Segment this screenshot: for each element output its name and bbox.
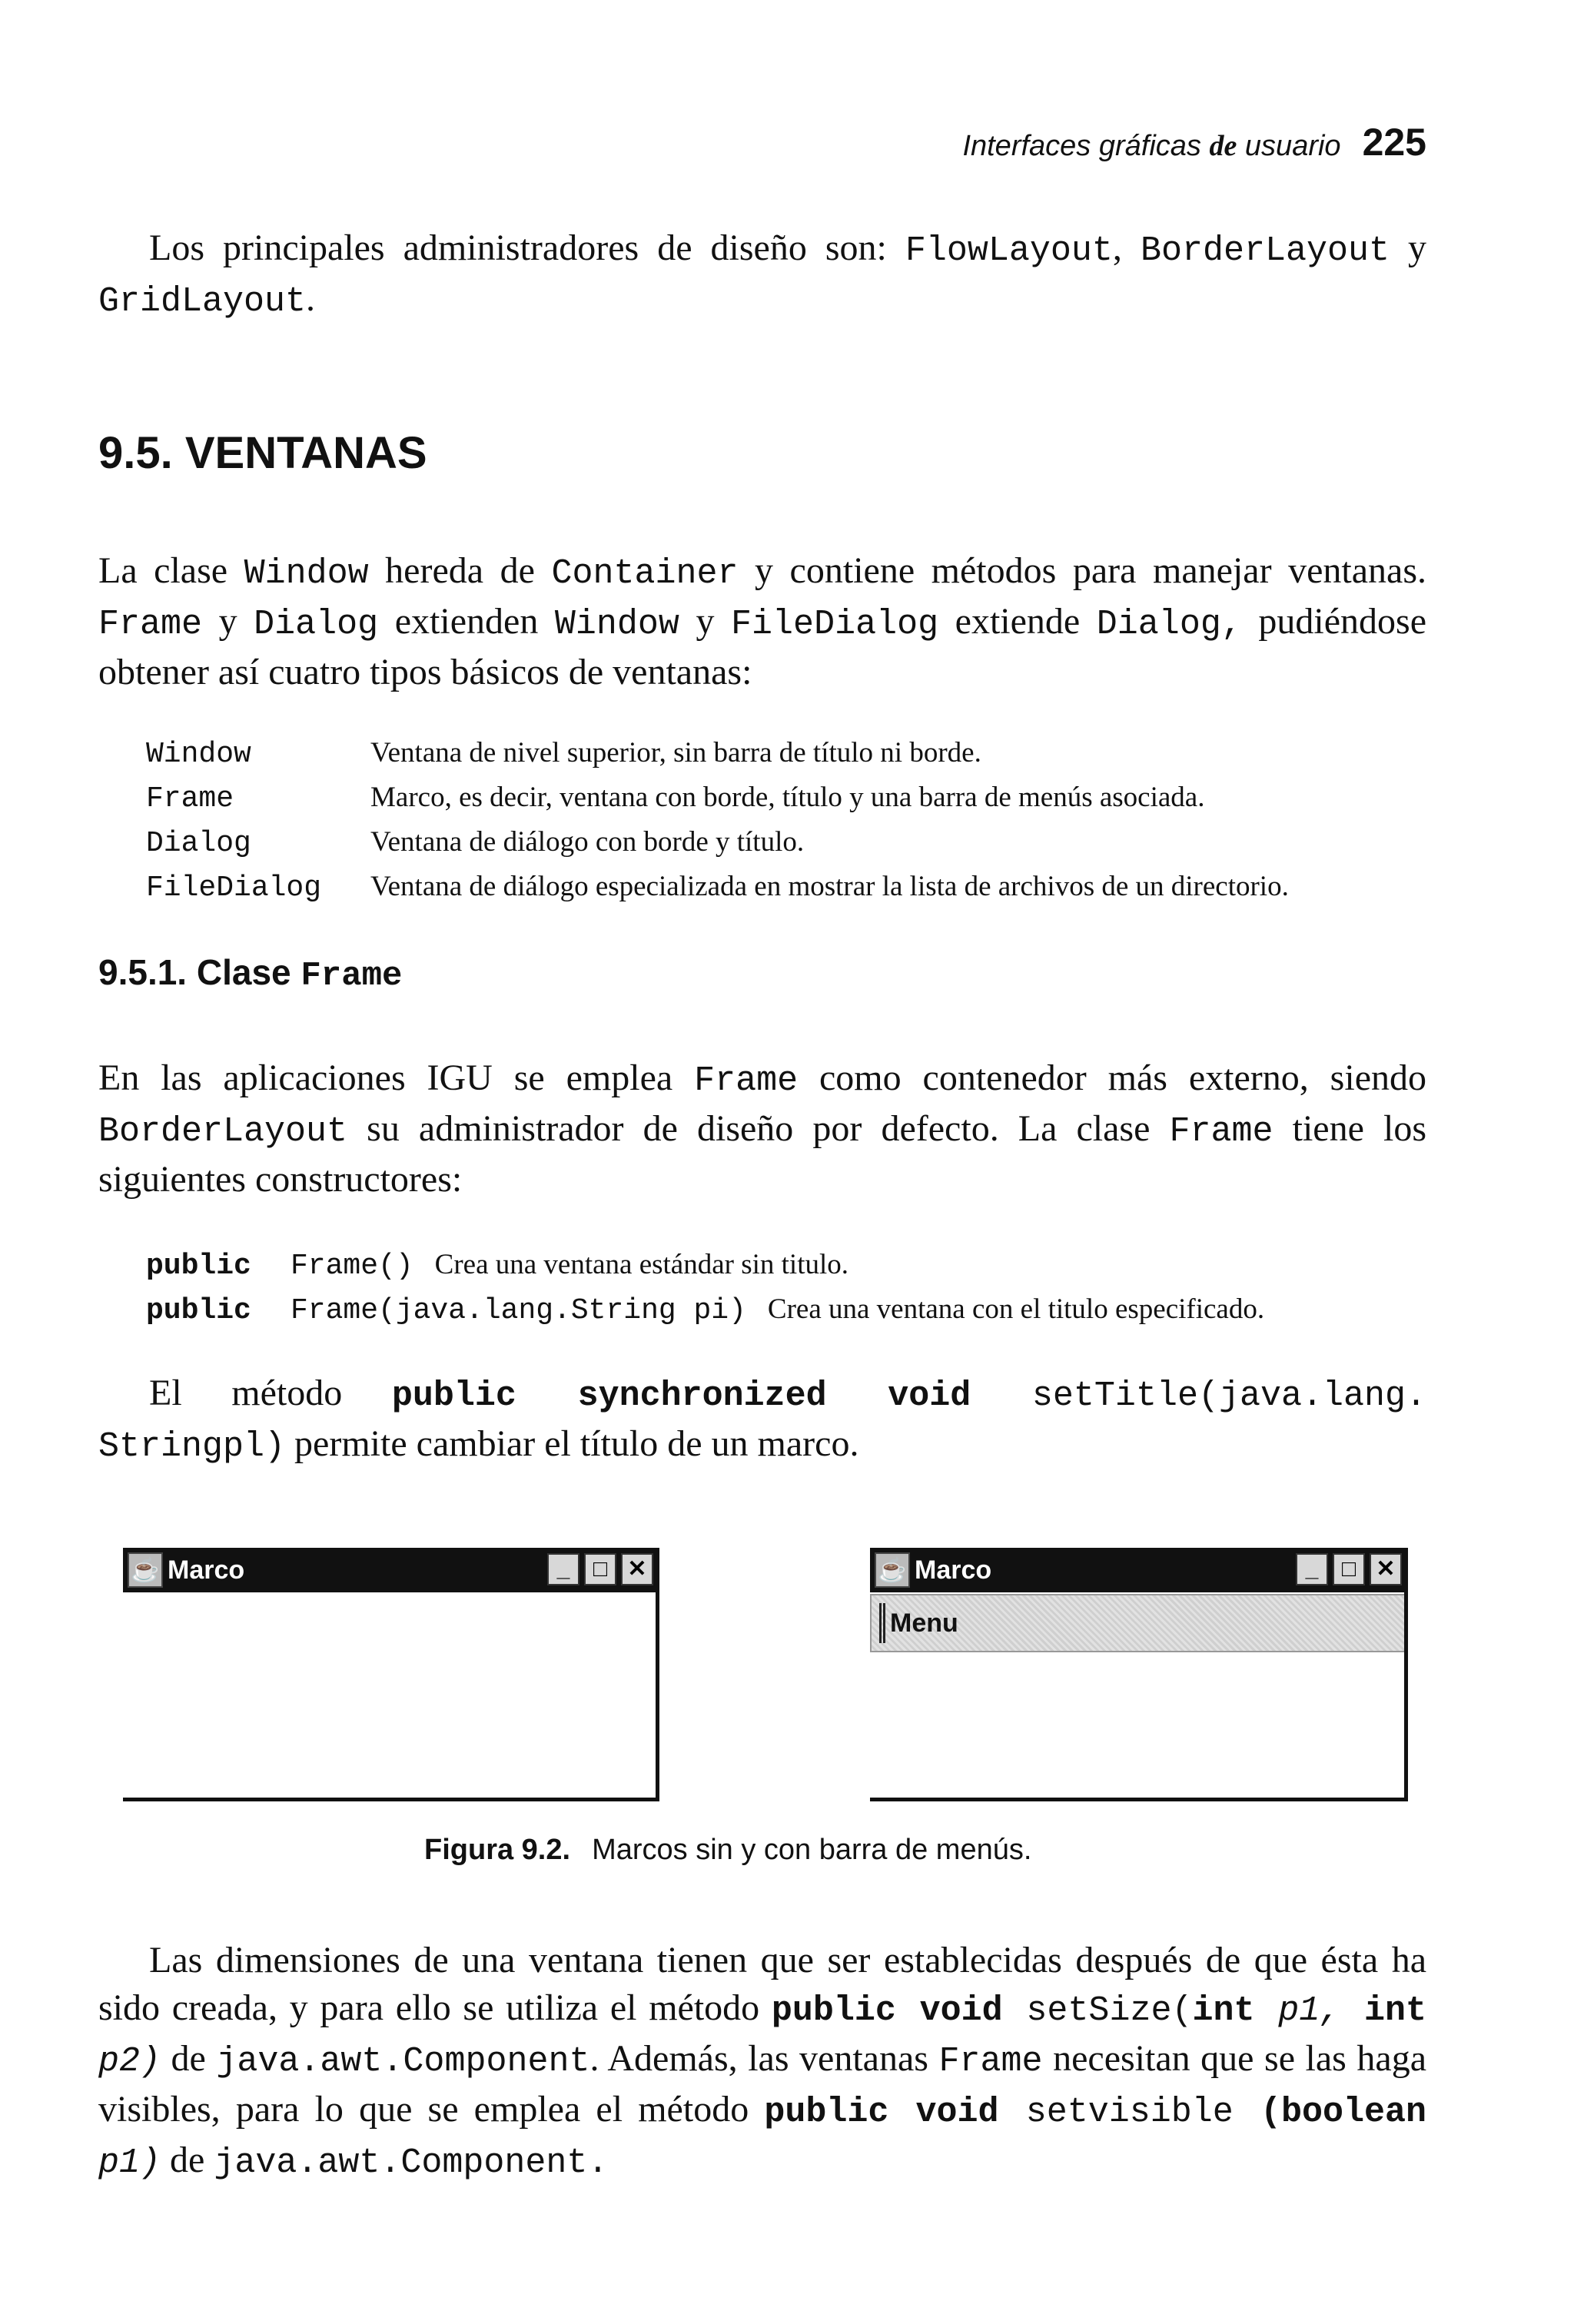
window-controls xyxy=(547,1553,653,1585)
list-item xyxy=(146,1248,1437,1293)
ctor-modifier: public xyxy=(146,1294,251,1327)
intro-paragraph: Los principales administradores de diseño son: FlowLayout, BorderLayout y GridLayout. xyxy=(98,227,1427,321)
type-term: FileDialog xyxy=(146,872,322,905)
maximize-icon: □ xyxy=(1333,1553,1365,1585)
ctor-signature: Frame() xyxy=(291,1250,413,1283)
window-border-right xyxy=(1404,1548,1408,1801)
close-icon: ✕ xyxy=(621,1553,653,1585)
java-cup-icon: ☕ xyxy=(128,1552,163,1588)
type-description: Ventana de nivel superior, sin barra de título ni borde. xyxy=(370,737,981,769)
window-types-list xyxy=(146,736,1437,915)
constructor-list xyxy=(146,1248,1437,1337)
figure-caption-text: Marcos sin y con barra de menús. xyxy=(592,1834,1032,1866)
section-heading-ventanas: 9.5. VENTANAS xyxy=(98,428,427,478)
page-number: 225 xyxy=(1362,121,1426,164)
type-description: Ventana de diálogo con borde y título. xyxy=(370,826,805,858)
window-client-area xyxy=(870,1654,1408,1801)
minimize-icon: _ xyxy=(1296,1553,1328,1585)
ctor-modifier: public xyxy=(146,1250,251,1283)
java-cup-icon: ☕ xyxy=(875,1552,910,1588)
close-icon: ✕ xyxy=(1370,1553,1402,1585)
minimize-icon: _ xyxy=(547,1553,579,1585)
window-border-bottom xyxy=(123,1798,659,1801)
list-item xyxy=(146,1293,1437,1337)
type-term: Window xyxy=(146,738,251,771)
ctor-description: Crea una ventana con el titulo especificado. xyxy=(767,1293,1265,1325)
window-controls xyxy=(1296,1553,1402,1585)
running-head-title: Interfaces gráficas de usuario xyxy=(962,130,1341,162)
ctor-description: Crea una ventana estándar sin titulo. xyxy=(434,1249,849,1280)
ctor-signature: Frame(java.lang.String pi) xyxy=(291,1294,746,1327)
frame-window-no-menu xyxy=(123,1548,659,1801)
type-term: Frame xyxy=(146,782,234,815)
frame-window-with-menu xyxy=(870,1548,1408,1801)
running-head xyxy=(915,120,1426,166)
list-item xyxy=(146,870,1437,915)
window-title: Marco xyxy=(168,1555,245,1585)
figure-caption xyxy=(424,1834,1031,1867)
menubar-grip-icon xyxy=(879,1603,885,1643)
ventanas-paragraph: La clase Window hereda de Container y contiene métodos para manejar ventanas. Frame y Dialog extienden Window y FileDialog extiende Dialog, pudiéndose obtener así cuatro tipos básicos de ventanas: xyxy=(98,550,1427,692)
type-description: Marco, es decir, ventana con borde, título y una barra de menús asociada. xyxy=(370,782,1205,813)
type-term: Dialog xyxy=(146,827,251,860)
list-item xyxy=(146,781,1437,825)
window-titlebar xyxy=(123,1548,659,1592)
dimensions-paragraph: Las dimensiones de una ventana tienen que ser establecidas después de que ésta ha sido creada, y para ello se utiliza el método public void setSize(int p1, int p2) de java.awt.Component. Además, las ventanas Frame necesitan que se las haga visibles, para lo que se emplea el método public void setvisible (boolean p1) de java.awt.Component. xyxy=(98,1940,1426,2183)
window-client-area xyxy=(123,1592,659,1801)
window-menubar xyxy=(870,1594,1408,1652)
window-title: Marco xyxy=(915,1555,992,1585)
menu-item-menu: Menu xyxy=(890,1608,958,1638)
window-border-right xyxy=(656,1548,659,1801)
window-titlebar xyxy=(870,1548,1408,1592)
frame-paragraph: En las aplicaciones IGU se emplea Frame como contenedor más externo, siendo BorderLayout su administrador de diseño por defecto. La clase Frame tiene los siguientes constructores: xyxy=(98,1057,1427,1200)
type-description: Ventana de diálogo especializada en mostrar la lista de archivos de un directorio. xyxy=(370,871,1289,902)
list-item xyxy=(146,825,1437,870)
section-heading-clase-frame: 9.5.1. Clase Frame xyxy=(98,952,403,995)
figure-label: Figura 9.2. xyxy=(424,1834,571,1866)
maximize-icon: □ xyxy=(584,1553,616,1585)
window-border-bottom xyxy=(870,1798,1408,1801)
settitle-paragraph: El método public synchronized void setTitle(java.lang. Stringpl) permite cambiar el título de un marco. xyxy=(98,1373,1427,1466)
list-item xyxy=(146,736,1437,781)
